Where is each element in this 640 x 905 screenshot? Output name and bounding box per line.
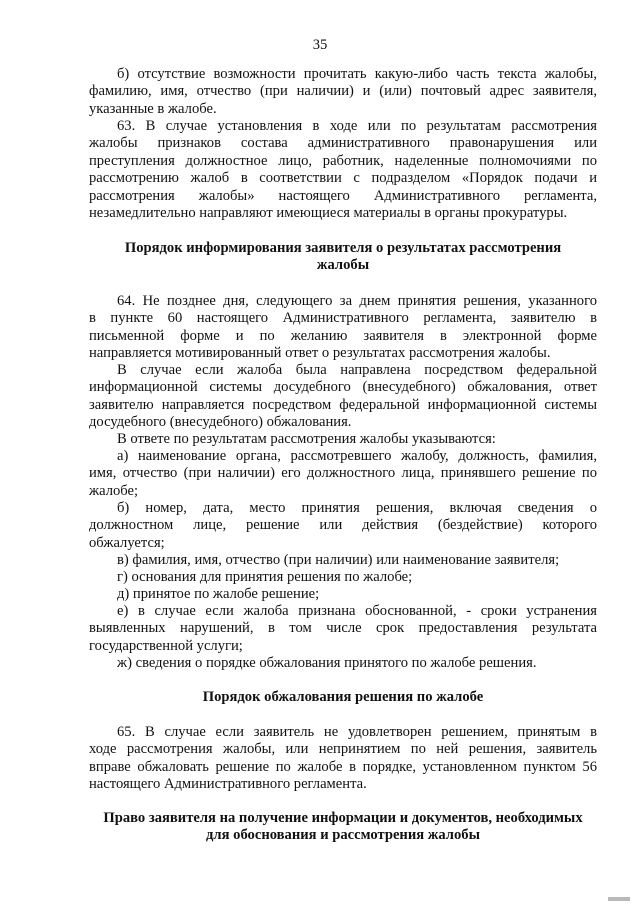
- section-heading: [89, 689, 597, 706]
- text-line: 64. Не позднее дня, следующего за днем принятия решения, указанного: [117, 293, 597, 309]
- text-line: имя, отчество (при наличии) его должностного лица, принявшего решение по: [89, 465, 597, 482]
- text-line: б) номер, дата, место принятия решения, включая сведения о: [117, 500, 597, 516]
- text-line: ж) сведения о порядке обжалования принятого по жалобе решения.: [117, 655, 537, 671]
- paragraph: [89, 293, 597, 363]
- paragraph: [89, 724, 597, 794]
- text-line: б) отсутствие возможности прочитать какую-либо часть текста жалобы,: [117, 66, 597, 82]
- paragraph: [89, 362, 597, 432]
- paragraph: [89, 448, 597, 500]
- paragraph: [89, 431, 597, 448]
- text-line: досудебного (внесудебного) обжалования.: [89, 414, 352, 431]
- text-line: заявителю направляется посредством федеральной информационной системы: [89, 396, 597, 413]
- heading-line: жалобы: [316, 257, 370, 274]
- text-line: ходе рассмотрения жалобы, или непринятием по ней решения, заявитель: [89, 741, 597, 758]
- text-line: незамедлительно направляют имеющиеся материалы в органы прокуратуры.: [89, 205, 568, 222]
- text-line: настоящего Административного регламента.: [89, 776, 367, 793]
- heading-line: Право заявителя на получение информации и документов, необходимых: [103, 810, 583, 826]
- paragraph: [89, 552, 597, 569]
- text-line: д) принятое по жалобе решение;: [117, 586, 320, 602]
- text-line: жалобы признаков состава административного правонарушения или: [89, 135, 597, 152]
- text-line: В случае если жалоба была направлена посредством федеральной: [117, 362, 597, 378]
- paragraph: [89, 66, 597, 118]
- section-heading: [89, 240, 597, 275]
- text-line: 65. В случае если заявитель не удовлетворен решением, принятым в: [117, 724, 597, 740]
- text-line: рассмотрению жалоб в соответствии с подразделом «Порядок подачи и: [89, 170, 597, 187]
- paragraph: [89, 586, 597, 603]
- text-line: направляется мотивированный ответ о результатах рассмотрения жалобы.: [89, 345, 551, 362]
- heading-line: Порядок обжалования решения по жалобе: [202, 689, 484, 705]
- text-line: г) основания для принятия решения по жалобе;: [117, 569, 413, 585]
- text-line: 63. В случае установления в ходе или по результатам рассмотрения: [117, 118, 597, 134]
- text-line: а) наименование органа, рассмотревшего жалобу, должность, фамилия,: [117, 448, 597, 464]
- text-line: В ответе по результатам рассмотрения жалобы указываются:: [117, 431, 496, 447]
- text-line: указанные в жалобе.: [89, 100, 217, 117]
- text-line: письменной форме и по желанию заявителя в электронной форме: [89, 327, 597, 344]
- paragraph: [89, 655, 597, 672]
- text-line: вправе обжаловать решение по жалобе в порядке, установленном пунктом 56: [89, 758, 597, 775]
- scan-mark: [608, 897, 630, 901]
- paragraph: [89, 603, 597, 655]
- text-line: государственной услуги;: [89, 637, 243, 654]
- text-line: е) в случае если жалоба признана обоснованной, - сроки устранения: [117, 603, 597, 619]
- paragraph: [89, 500, 597, 552]
- heading-line: Порядок информирования заявителя о результатах рассмотрения: [124, 240, 562, 256]
- paragraph: [89, 569, 597, 586]
- page-number: 35: [312, 37, 328, 53]
- text-line: в пункте 60 настоящего Административного регламента, заявителю в: [89, 310, 597, 327]
- text-line: обжалуется;: [89, 534, 165, 551]
- section-heading: [89, 810, 597, 845]
- text-line: в) фамилия, имя, отчество (при наличии) или наименование заявителя;: [117, 552, 560, 568]
- text-line: информационной системы досудебного (внесудебного) обжалования, ответ: [89, 379, 597, 396]
- text-line: выявленных нарушений, в том числе срок предоставления результата: [89, 620, 597, 637]
- heading-line: для обоснования и рассмотрения жалобы: [206, 827, 480, 844]
- text-line: жалобе;: [89, 482, 139, 499]
- text-line: фамилию, имя, отчество (при наличии) и (или) почтовый адрес заявителя,: [89, 83, 597, 100]
- paragraph: [89, 118, 597, 222]
- text-line: рассмотрения жалобы» настоящего Административного регламента,: [89, 187, 597, 204]
- text-line: преступления должностное лицо, работник, наделенные полномочиями по: [89, 152, 597, 169]
- text-line: должностном лице, решение или действия (бездействие) которого: [89, 517, 597, 534]
